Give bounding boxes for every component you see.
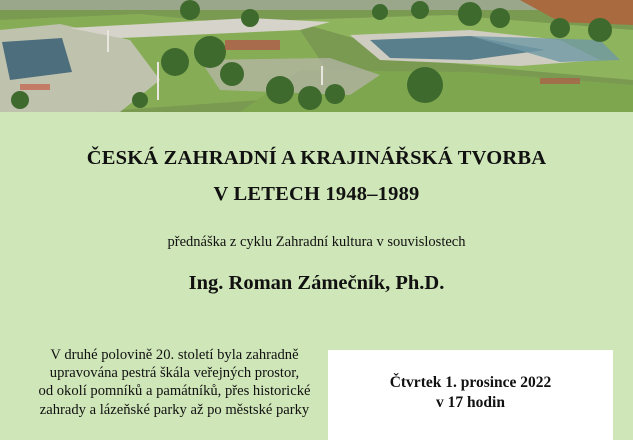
description-line: od okolí pomníků a památníků, přes historické <box>38 383 311 400</box>
subtitle: přednáška z cyklu Zahradní kultura v souvislostech <box>167 234 466 250</box>
event-time: v 17 hodin <box>436 394 505 411</box>
description <box>18 346 331 419</box>
title-line-1: ČESKÁ ZAHRADNÍ A KRAJINÁŘSKÁ TVORBA <box>86 147 547 169</box>
header-photo-park-aerial <box>0 0 633 112</box>
title-line-2: V LETECH 1948–1989 <box>213 183 420 205</box>
event-date: Čtvrtek 1. prosince 2022 <box>389 374 552 391</box>
description-line: V druhé polovině 20. století byla zahradně <box>50 347 299 363</box>
description-line: zahrady a lázeňské parky až po městské parky <box>39 401 310 418</box>
date-box <box>328 350 613 440</box>
description-line: upravována pestrá škála veřejných prostor, <box>49 365 300 382</box>
speaker-name: Ing. Roman Zámečník, Ph.D. <box>188 272 445 294</box>
